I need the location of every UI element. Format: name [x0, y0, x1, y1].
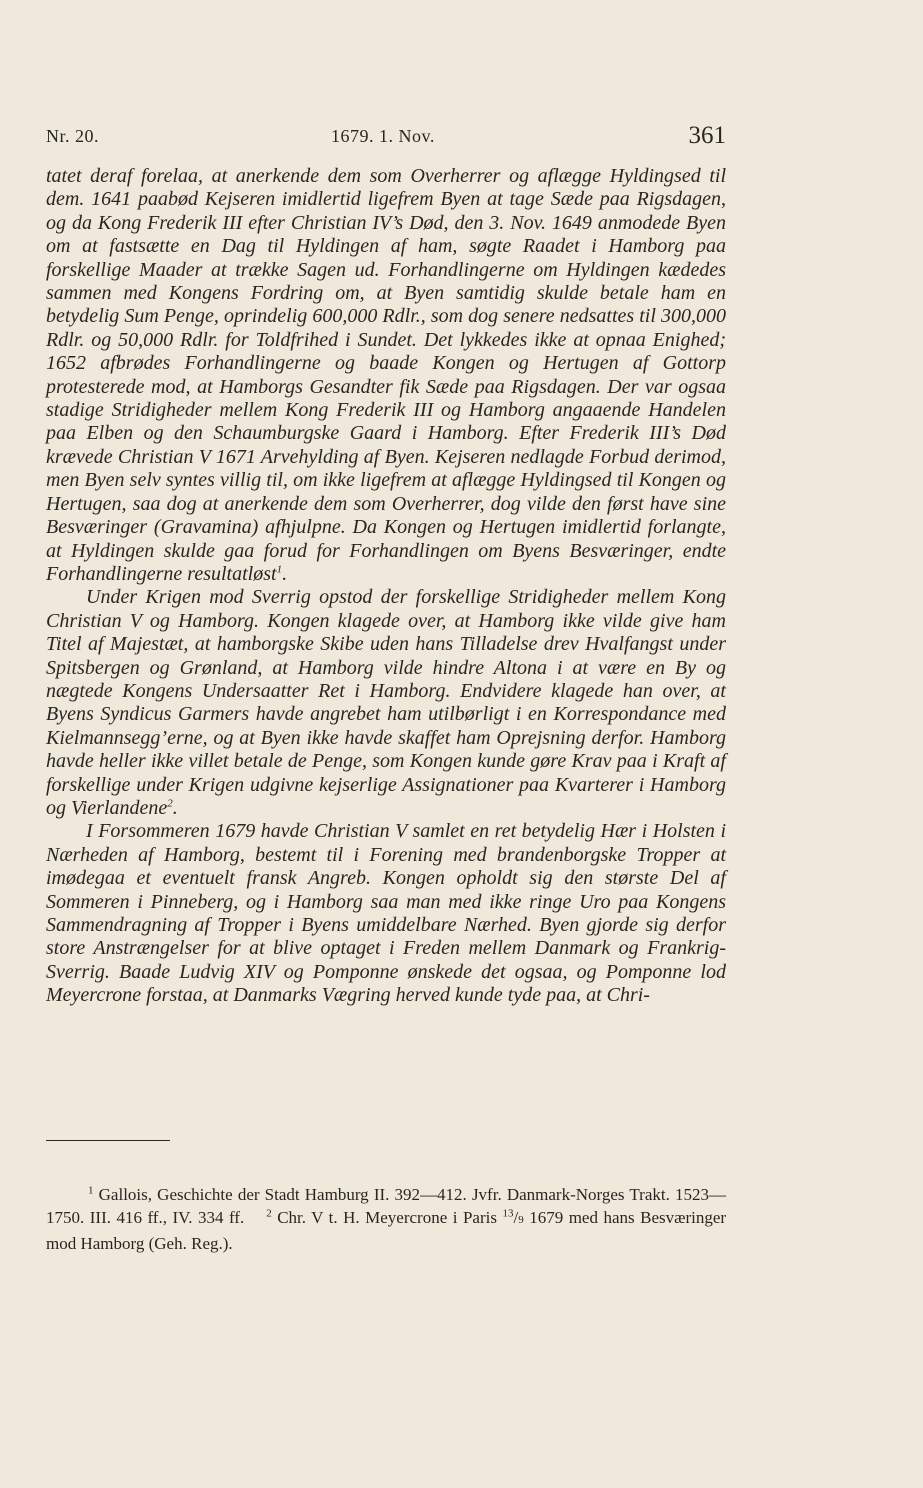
running-header	[46, 122, 726, 152]
paragraph-2-end: .	[172, 796, 178, 819]
body-text	[46, 165, 726, 1008]
footnote-block: $^1$ Gallois, Geschichte der Stadt Hamburg II. 392—412. Jvfr. Danmark-Norges Trakt. 1523—1750. III. 416 ff., IV. 334 ff. $^2$ Chr. V t. H. Meyercrone i Paris $^{13}$/9 1679 med hans Besværinger mod Hamborg (Geh. Reg.).	[46, 1184, 727, 1253]
date-heading: 1679. 1. Nov.	[331, 126, 435, 146]
paragraph-1-text: tatet deraf forelaa, at anerkende dem som Overherrer og aflægge Hyldingsed til dem. 1641 paabød Kejseren imidlertid ligefrem Byen at tage Sæde paa Rigsdagen, og da Kong Frederik III efter Christian IV’s Død, den 3. Nov. 1649 anmodede Byen om at fastsætte en Dag til Hyldingen af ham, søgte Raadet i Hamborg paa forskellige Maader at trække Sagen ud. Forhandlingerne om Hyldingen kædedes sammen med Kongens Fordring om, at Byen samtidig skulde betale ham en betydelig Sum Penge, oprindelig 600,000 Rdlr., som dog senere nedsattes til 300,000 Rdlr. og 50,000 Rdlr. for Toldfrihed i Sundet. Det lykkedes ikke at opnaa Enighed; 1652 afbrødes Forhandlingerne og baade Kongen og Hertugen af Gottorp protesterede mod, at Hamborgs Gesandter fik Sæde paa Rigsdagen. Der var ogsaa stadige Stridigheder mellem Kong Frederik III og Hamborg angaaende Handelen paa Elben og den Schaumburgske Gaard i Hamborg. Efter Frederik III’s Død krævede Christian V 1671 Arvehylding af Byen. Kejseren nedlagde Forbud derimod, men Byen selv syntes villig til, om ikke ligefrem at aflægge Hyldingsed til Kongen og Hertugen, saa dog at anerkende dem som Overherrer, dog vilde den først have sine Besværinger (Gravamina) afhjulpne. Da Kongen og Hertugen imidlertid forlangte, at Hyldingen skulde gaa forud for Forhandlingen om Byens Besværinger, endte Forhandlingerne resultatløst	[46, 165, 726, 585]
footnote-1-mark: 1	[88, 1184, 94, 1197]
footnote-2-date-month: 9	[518, 1214, 524, 1226]
footnotes	[46, 1183, 726, 1255]
paragraph-3-text: I Forsommeren 1679 havde Christian V samlet en ret betydelig Hær i Holsten i Nærheden af Hamborg, bestemt til i Forening med brandenborgske Tropper at imødegaa et eventuelt fransk Angreb. Kongen opholdt sig den største Del af Sommeren i Pinneberg, og i Hamborg saa man med ikke ringe Uro paa Kongens Sammendragning af Tropper i Byens umiddelbare Nærhed. Byen gjorde sig derfor store Anstrængelser for at blive optaget i Freden mellem Danmark og Frankrig-Sverrig. Baade Ludvig XIV og Pomponne ønskede det ogsaa, og Pomponne lod Meyercrone forstaa, at Danmarks Vægring herved kunde tyde paa, at Chri-	[46, 820, 726, 1007]
footnote-2-text-rest: 1679 med hans Besværinger mod Hamborg (Geh. Reg.).	[46, 1208, 727, 1253]
footnote-2-date-day: 13	[502, 1207, 514, 1220]
paragraph-2	[46, 586, 726, 820]
paragraph-2-text: Under Krigen mod Sverrig opstod der forskellige Stridigheder mellem Kong Christian V og Hamborg. Kongen klagede over, at Hamborg ikke vilde give ham Titel af Majestæt, at hamborgske Skibe uden hans Tilladelse drev Hvalfangst under Spitsbergen og Grønland, at Hamborg vilde hindre Altona i at være en By og nægtede Kongens Undersaatter Ret i Hamborg. Endvidere klagede han over, at Byens Syndicus Garmers havde angrebet ham utilbørligt i en Korrespondance med Kielmannsegg’erne, og at Byen ikke havde skaffet ham Oprejsning derfor. Hamborg havde heller ikke villet betale de Penge, som Kongen kunde gøre Krav paa i Kraft af forskellige under Krigen udgivne kejserlige Assignationer paa Kvarterer i Hamborg og Vierlandene	[46, 586, 726, 819]
paragraph-3	[46, 820, 726, 1007]
footnote-2-mark: 2	[266, 1207, 272, 1220]
document-number: Nr. 20.	[46, 126, 99, 146]
footnote-divider	[46, 1140, 170, 1141]
footnote-2-text: Chr. V t. H. Meyercrone i Paris	[277, 1208, 497, 1227]
footnote-ref-1: 1	[276, 563, 283, 576]
paragraph-1-end: .	[282, 562, 288, 585]
paragraph-1	[46, 165, 726, 586]
footnote-1-text: Gallois, Geschichte der Stadt Hamburg II. 392—412. Jvfr. Danmark-Norges Trakt. 1523—1750. III. 416 ff., IV. 334 ff.	[46, 1185, 727, 1227]
page-number: 361	[688, 122, 726, 149]
footnote-ref-2: 2	[167, 797, 173, 810]
